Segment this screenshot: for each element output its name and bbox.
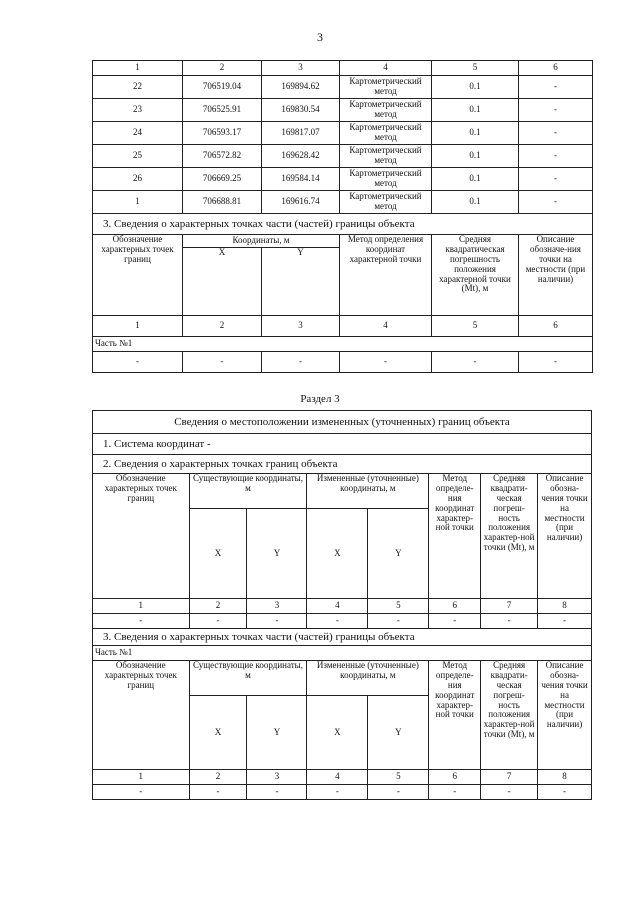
col-number: 7 bbox=[481, 770, 538, 785]
section-3-title: 3. Сведения о характерных точках части (частей) границы объекта bbox=[93, 629, 592, 646]
coord-x: 706525.91 bbox=[183, 99, 262, 122]
col-number: 2 bbox=[183, 316, 262, 337]
coord-x: 706688.81 bbox=[183, 191, 262, 214]
table-row bbox=[93, 352, 593, 373]
coord-y: 169584.14 bbox=[262, 168, 340, 191]
mt: 0.1 bbox=[432, 122, 519, 145]
page-number: 3 bbox=[317, 30, 323, 44]
header-changed: Измененные (уточненные) координаты, м bbox=[307, 661, 429, 696]
col-number: 2 bbox=[189, 599, 247, 614]
title-row bbox=[93, 411, 592, 434]
table-row bbox=[93, 122, 593, 145]
table-row bbox=[93, 76, 593, 99]
header-designation: Обозначение характерных точек границ bbox=[93, 235, 183, 316]
header-description: Описание обозна-чения точки на местности (при наличии) bbox=[538, 474, 592, 599]
col-number: 4 bbox=[307, 770, 368, 785]
header-x: X bbox=[307, 696, 368, 770]
empty-cell: - bbox=[307, 785, 368, 800]
mt: 0.1 bbox=[432, 191, 519, 214]
col-number: 2 bbox=[183, 61, 262, 76]
header-mt: Средняя квадратическая погрешность положения характерной точки (Mt), м bbox=[432, 235, 519, 316]
header-description: Описание обозна-чения точки на местности (при наличии) bbox=[538, 661, 592, 770]
method: Картометрический метод bbox=[340, 122, 432, 145]
empty-cell: - bbox=[262, 352, 340, 373]
empty-cell: - bbox=[429, 614, 481, 629]
table-row bbox=[93, 168, 593, 191]
table-row bbox=[93, 785, 592, 800]
col-number: 3 bbox=[262, 61, 340, 76]
header-row bbox=[93, 474, 592, 509]
empty-cell: - bbox=[368, 614, 429, 629]
header-existing: Существующие координаты, м bbox=[189, 661, 307, 696]
table-row bbox=[93, 145, 593, 168]
mt: 0.1 bbox=[432, 168, 519, 191]
coord-system-label: 1. Система координат - bbox=[93, 434, 592, 455]
col-number: 7 bbox=[481, 599, 538, 614]
description: - bbox=[519, 76, 593, 99]
empty-cell: - bbox=[183, 352, 262, 373]
header-method: Метод определения координат характерной точки bbox=[340, 235, 432, 316]
col-number: 1 bbox=[93, 316, 183, 337]
mt: 0.1 bbox=[432, 99, 519, 122]
col-number: 4 bbox=[340, 61, 432, 76]
table-row bbox=[93, 191, 593, 214]
mt: 0.1 bbox=[432, 145, 519, 168]
point-id: 25 bbox=[93, 145, 183, 168]
header-mt: Средняя квадрати-ческая погреш-ность положения характер-ной точки (Mt), м bbox=[481, 474, 538, 599]
col-number: 6 bbox=[429, 770, 481, 785]
empty-cell: - bbox=[247, 614, 307, 629]
razdel-title: Раздел 3 bbox=[300, 393, 340, 405]
column-numbers-row bbox=[93, 61, 593, 76]
col-number: 3 bbox=[247, 599, 307, 614]
column-numbers-row bbox=[93, 599, 592, 614]
empty-cell: - bbox=[93, 352, 183, 373]
header-method: Метод определе-ния координат характер-ной точки bbox=[429, 474, 481, 599]
coord-system-row bbox=[93, 434, 592, 455]
empty-cell: - bbox=[481, 614, 538, 629]
point-id: 24 bbox=[93, 122, 183, 145]
method: Картометрический метод bbox=[340, 76, 432, 99]
coord-y: 169817.07 bbox=[262, 122, 340, 145]
header-y: Y bbox=[262, 248, 340, 316]
col-number: 6 bbox=[429, 599, 481, 614]
part-row bbox=[93, 337, 593, 352]
col-number: 5 bbox=[432, 61, 519, 76]
col-number: 5 bbox=[432, 316, 519, 337]
coord-x: 706519.04 bbox=[183, 76, 262, 99]
empty-cell: - bbox=[481, 785, 538, 800]
empty-cell: - bbox=[247, 785, 307, 800]
section-heading-row bbox=[93, 214, 593, 235]
method: Картометрический метод bbox=[340, 145, 432, 168]
col-number: 8 bbox=[538, 770, 592, 785]
coord-x: 706593.17 bbox=[183, 122, 262, 145]
col-number: 6 bbox=[519, 316, 593, 337]
section-heading-row bbox=[93, 629, 592, 646]
header-x: X bbox=[189, 696, 247, 770]
col-number: 8 bbox=[538, 599, 592, 614]
description: - bbox=[519, 99, 593, 122]
description: - bbox=[519, 191, 593, 214]
point-id: 26 bbox=[93, 168, 183, 191]
col-number: 5 bbox=[368, 770, 429, 785]
coord-y: 169894.62 bbox=[262, 76, 340, 99]
empty-cell: - bbox=[93, 785, 190, 800]
col-number: 1 bbox=[93, 599, 190, 614]
col-number: 6 bbox=[519, 61, 593, 76]
col-number: 2 bbox=[189, 770, 247, 785]
header-existing: Существующие координаты, м bbox=[189, 474, 307, 509]
empty-cell: - bbox=[538, 614, 592, 629]
section-2-title: 2. Сведения о характерных точках границ объекта bbox=[93, 455, 592, 474]
header-x: X bbox=[189, 509, 247, 599]
section-main-title: Сведения о местоположении измененных (уточненных) границ объекта bbox=[93, 411, 592, 434]
part-label: Часть №1 bbox=[93, 646, 592, 661]
point-id: 1 bbox=[93, 191, 183, 214]
header-method: Метод определе-ния координат характер-ной точки bbox=[429, 661, 481, 770]
empty-cell: - bbox=[93, 614, 190, 629]
description: - bbox=[519, 168, 593, 191]
description: - bbox=[519, 122, 593, 145]
empty-cell: - bbox=[307, 614, 368, 629]
header-designation: Обозначение характерных точек границ bbox=[93, 661, 190, 770]
part-label: Часть №1 bbox=[93, 337, 593, 352]
section-heading-row bbox=[93, 455, 592, 474]
method: Картометрический метод bbox=[340, 168, 432, 191]
top-coordinates-table bbox=[92, 60, 593, 373]
col-number: 4 bbox=[307, 599, 368, 614]
coord-y: 169628.42 bbox=[262, 145, 340, 168]
empty-cell: - bbox=[519, 352, 593, 373]
point-id: 23 bbox=[93, 99, 183, 122]
coord-x: 706669.25 bbox=[183, 168, 262, 191]
col-number: 4 bbox=[340, 316, 432, 337]
empty-cell: - bbox=[432, 352, 519, 373]
col-number: 3 bbox=[247, 770, 307, 785]
col-number: 3 bbox=[262, 316, 340, 337]
header-y: Y bbox=[368, 509, 429, 599]
table-row bbox=[93, 99, 593, 122]
coord-y: 169616.74 bbox=[262, 191, 340, 214]
part-row bbox=[93, 646, 592, 661]
header-mt: Средняя квадрати-ческая погреш-ность положения характер-ной точки (Mt), м bbox=[481, 661, 538, 770]
column-numbers-row bbox=[93, 770, 592, 785]
col-number: 1 bbox=[93, 770, 190, 785]
header-coordinates: Координаты, м bbox=[183, 235, 340, 248]
header-y: Y bbox=[247, 509, 307, 599]
coord-x: 706572.82 bbox=[183, 145, 262, 168]
column-numbers-row bbox=[93, 316, 593, 337]
header-y: Y bbox=[368, 696, 429, 770]
header-description: Описание обозначе-ния точки на местности (при наличии) bbox=[519, 235, 593, 316]
empty-cell: - bbox=[189, 785, 247, 800]
method: Картометрический метод bbox=[340, 99, 432, 122]
empty-cell: - bbox=[429, 785, 481, 800]
header-designation: Обозначение характерных точек границ bbox=[93, 474, 190, 599]
table-row bbox=[93, 614, 592, 629]
mt: 0.1 bbox=[432, 76, 519, 99]
empty-cell: - bbox=[340, 352, 432, 373]
empty-cell: - bbox=[368, 785, 429, 800]
col-number: 1 bbox=[93, 61, 183, 76]
coord-y: 169830.54 bbox=[262, 99, 340, 122]
description: - bbox=[519, 145, 593, 168]
empty-cell: - bbox=[189, 614, 247, 629]
header-row bbox=[93, 661, 592, 696]
section-3-title: 3. Сведения о характерных точках части (частей) границы объекта bbox=[93, 214, 593, 235]
col-number: 5 bbox=[368, 599, 429, 614]
header-y: Y bbox=[247, 696, 307, 770]
header-x: X bbox=[307, 509, 368, 599]
bottom-coordinates-table bbox=[92, 410, 592, 800]
point-id: 22 bbox=[93, 76, 183, 99]
method: Картометрический метод bbox=[340, 191, 432, 214]
header-x: X bbox=[183, 248, 262, 316]
header-changed: Измененные (уточненные) координаты, м bbox=[307, 474, 429, 509]
empty-cell: - bbox=[538, 785, 592, 800]
header-row bbox=[93, 235, 593, 248]
